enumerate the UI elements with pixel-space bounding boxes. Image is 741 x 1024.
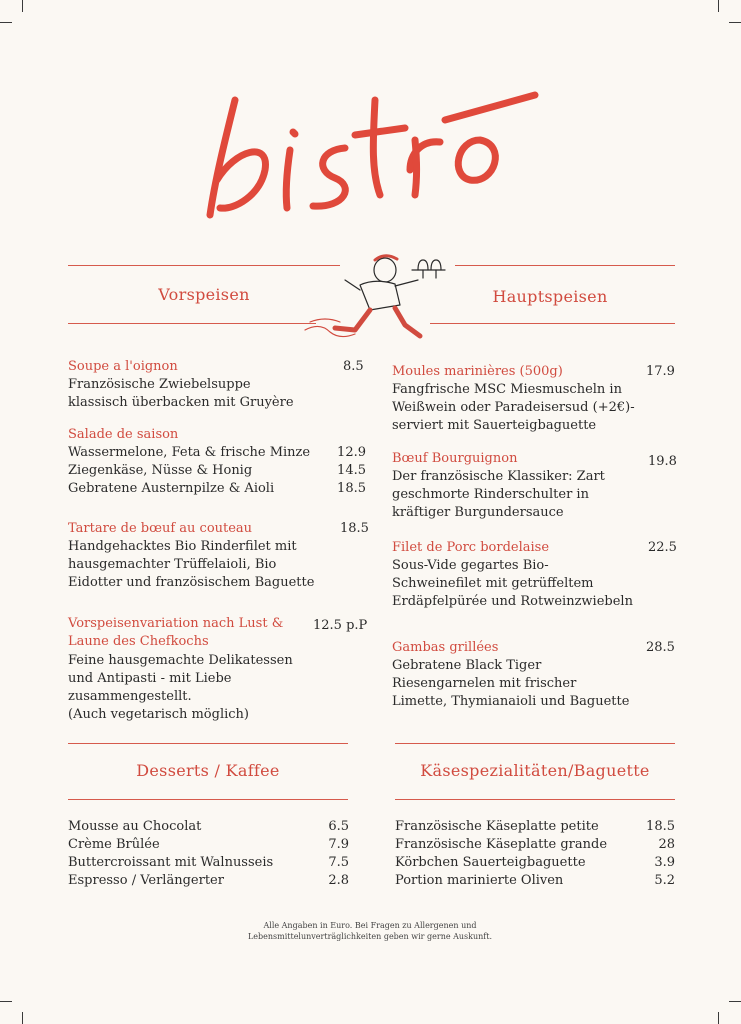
item-price-moules: 17.9: [646, 364, 675, 379]
item-title-filet: Filet de Porc bordelaise: [392, 540, 550, 555]
kaese-row: [395, 836, 675, 854]
kaese-row: [395, 818, 675, 836]
item-title-tartare: Tartare de bœuf au couteau: [68, 521, 253, 536]
row-price: 12.9: [337, 445, 366, 460]
desserts-row: [68, 836, 349, 854]
item-desc-variation-2: und Antipasti - mit Liebe: [68, 671, 232, 686]
row-price: 2.8: [328, 873, 349, 888]
salade-row: [68, 462, 366, 480]
crop-mark: [718, 1012, 719, 1024]
item-desc-tartare-1: Handgehacktes Bio Rinderfilet mit: [68, 539, 297, 554]
kaese-row: [395, 872, 675, 890]
header-rule-bottom-right: [430, 323, 675, 324]
row-label: Portion marinierte Oliven: [395, 873, 564, 888]
desserts-rule-top: [68, 743, 348, 744]
item-desc-variation-3: zusammengestellt.: [68, 689, 192, 704]
crop-mark: [729, 22, 741, 23]
row-label: Crème Brûlée: [68, 837, 160, 852]
row-label: Französische Käseplatte grande: [395, 837, 608, 852]
row-price: 7.9: [328, 837, 349, 852]
item-price-boeuf: 19.8: [648, 454, 677, 469]
item-title-soupe: Soupe a l'oignon: [68, 359, 178, 374]
row-price: 18.5: [646, 819, 675, 834]
item-price-variation: 12.5 p.P: [313, 618, 368, 633]
header-rule-top-right: [455, 265, 675, 266]
salade-row: [68, 444, 366, 462]
item-price-filet: 22.5: [648, 540, 677, 555]
row-price: 6.5: [328, 819, 349, 834]
desserts-row: [68, 854, 349, 872]
kaese-rule-bottom: [395, 799, 675, 800]
footer-line-2: Lebensmittelunverträglichkeiten geben wir gerne Auskunft.: [247, 932, 493, 941]
item-desc-moules-1: Fangfrische MSC Miesmuscheln in: [392, 382, 622, 397]
crop-mark: [718, 0, 719, 12]
item-desc-boeuf-2: geschmorte Rinderschulter in: [392, 487, 589, 502]
item-desc-gambas-1: Gebratene Black Tiger: [392, 658, 542, 673]
item-price-tartare: 18.5: [340, 521, 369, 536]
row-label: Körbchen Sauerteigbaguette: [395, 855, 586, 870]
item-desc-filet-2: Schweinefilet mit getrüffeltem: [392, 576, 594, 591]
item-title-moules: Moules marinières (500g): [392, 364, 563, 379]
item-desc-filet-1: Sous-Vide gegartes Bio-: [392, 558, 549, 573]
row-price: 18.5: [337, 481, 366, 496]
crop-mark: [729, 1001, 741, 1002]
row-label: Französische Käseplatte petite: [395, 819, 599, 834]
item-desc-tartare-2: hausgemachter Trüffelaioli, Bio: [68, 557, 277, 572]
item-desc-gambas-2: Riesengarnelen mit frischer: [392, 676, 577, 691]
item-title-salade: Salade de saison: [68, 427, 179, 442]
item-desc-soupe-1: Französische Zwiebelsuppe: [68, 377, 251, 392]
bistro-logo: [195, 60, 545, 230]
crop-mark: [22, 0, 23, 12]
item-price-gambas: 28.5: [646, 640, 675, 655]
item-title-variation-2: Laune des Chefkochs: [68, 634, 209, 649]
row-price: 28: [658, 837, 675, 852]
item-desc-filet-3: Erdäpfelpürée und Rotweinzwiebeln: [392, 594, 633, 609]
item-desc-soupe-2: klassisch überbacken mit Gruyère: [68, 395, 294, 410]
item-desc-boeuf-1: Der französische Klassiker: Zart: [392, 469, 605, 484]
crop-mark: [22, 1012, 23, 1024]
section-title-hauptspeisen: Hauptspeisen: [492, 287, 608, 306]
item-desc-gambas-3: Limette, Thymianaioli und Baguette: [392, 694, 630, 709]
header-rule-bottom-left: [68, 323, 316, 324]
item-desc-moules-3: serviert mit Sauerteigbaguette: [392, 418, 597, 433]
footer-line-1: Alle Angaben in Euro. Bei Fragen zu Allergenen und: [263, 921, 477, 930]
footer-note: [170, 920, 570, 942]
crop-mark: [0, 1001, 12, 1002]
kaese-row: [395, 854, 675, 872]
row-label: Gebratene Austernpilze & Aioli: [68, 481, 275, 496]
item-desc-boeuf-3: kräftiger Burgundersauce: [392, 505, 564, 520]
waiter-illustration: [300, 250, 450, 340]
row-price: 3.9: [654, 855, 675, 870]
row-label: Mousse au Chocolat: [68, 819, 202, 834]
section-title-kaese: Käsespezialitäten/Baguette: [420, 761, 650, 780]
item-title-variation-1: Vorspeisenvariation nach Lust &: [68, 616, 284, 631]
row-label: Ziegenkäse, Nüsse & Honig: [68, 463, 253, 478]
salade-row: [68, 480, 366, 498]
item-title-boeuf: Bœuf Bourguignon: [392, 451, 518, 466]
desserts-rule-bottom: [68, 799, 348, 800]
row-label: Espresso / Verlängerter: [68, 873, 224, 888]
item-desc-tartare-3: Eidotter und französischem Baguette: [68, 575, 315, 590]
crop-mark: [0, 22, 12, 23]
desserts-row: [68, 818, 349, 836]
row-price: 7.5: [328, 855, 349, 870]
row-price: 14.5: [337, 463, 366, 478]
item-desc-moules-2: Weißwein oder Paradeisersud (+2€)-: [392, 400, 635, 415]
row-price: 5.2: [654, 873, 675, 888]
item-desc-variation-1: Feine hausgemachte Delikatessen: [68, 653, 293, 668]
item-desc-variation-4: (Auch vegetarisch möglich): [68, 707, 249, 722]
item-price-soupe: 8.5: [343, 359, 364, 374]
section-title-vorspeisen: Vorspeisen: [158, 285, 250, 304]
desserts-row: [68, 872, 349, 890]
row-label: Wassermelone, Feta & frische Minze: [68, 445, 311, 460]
kaese-rule-top: [395, 743, 675, 744]
row-label: Buttercroissant mit Walnusseis: [68, 855, 274, 870]
item-title-gambas: Gambas grillées: [392, 640, 499, 655]
section-title-desserts: Desserts / Kaffee: [136, 761, 280, 780]
